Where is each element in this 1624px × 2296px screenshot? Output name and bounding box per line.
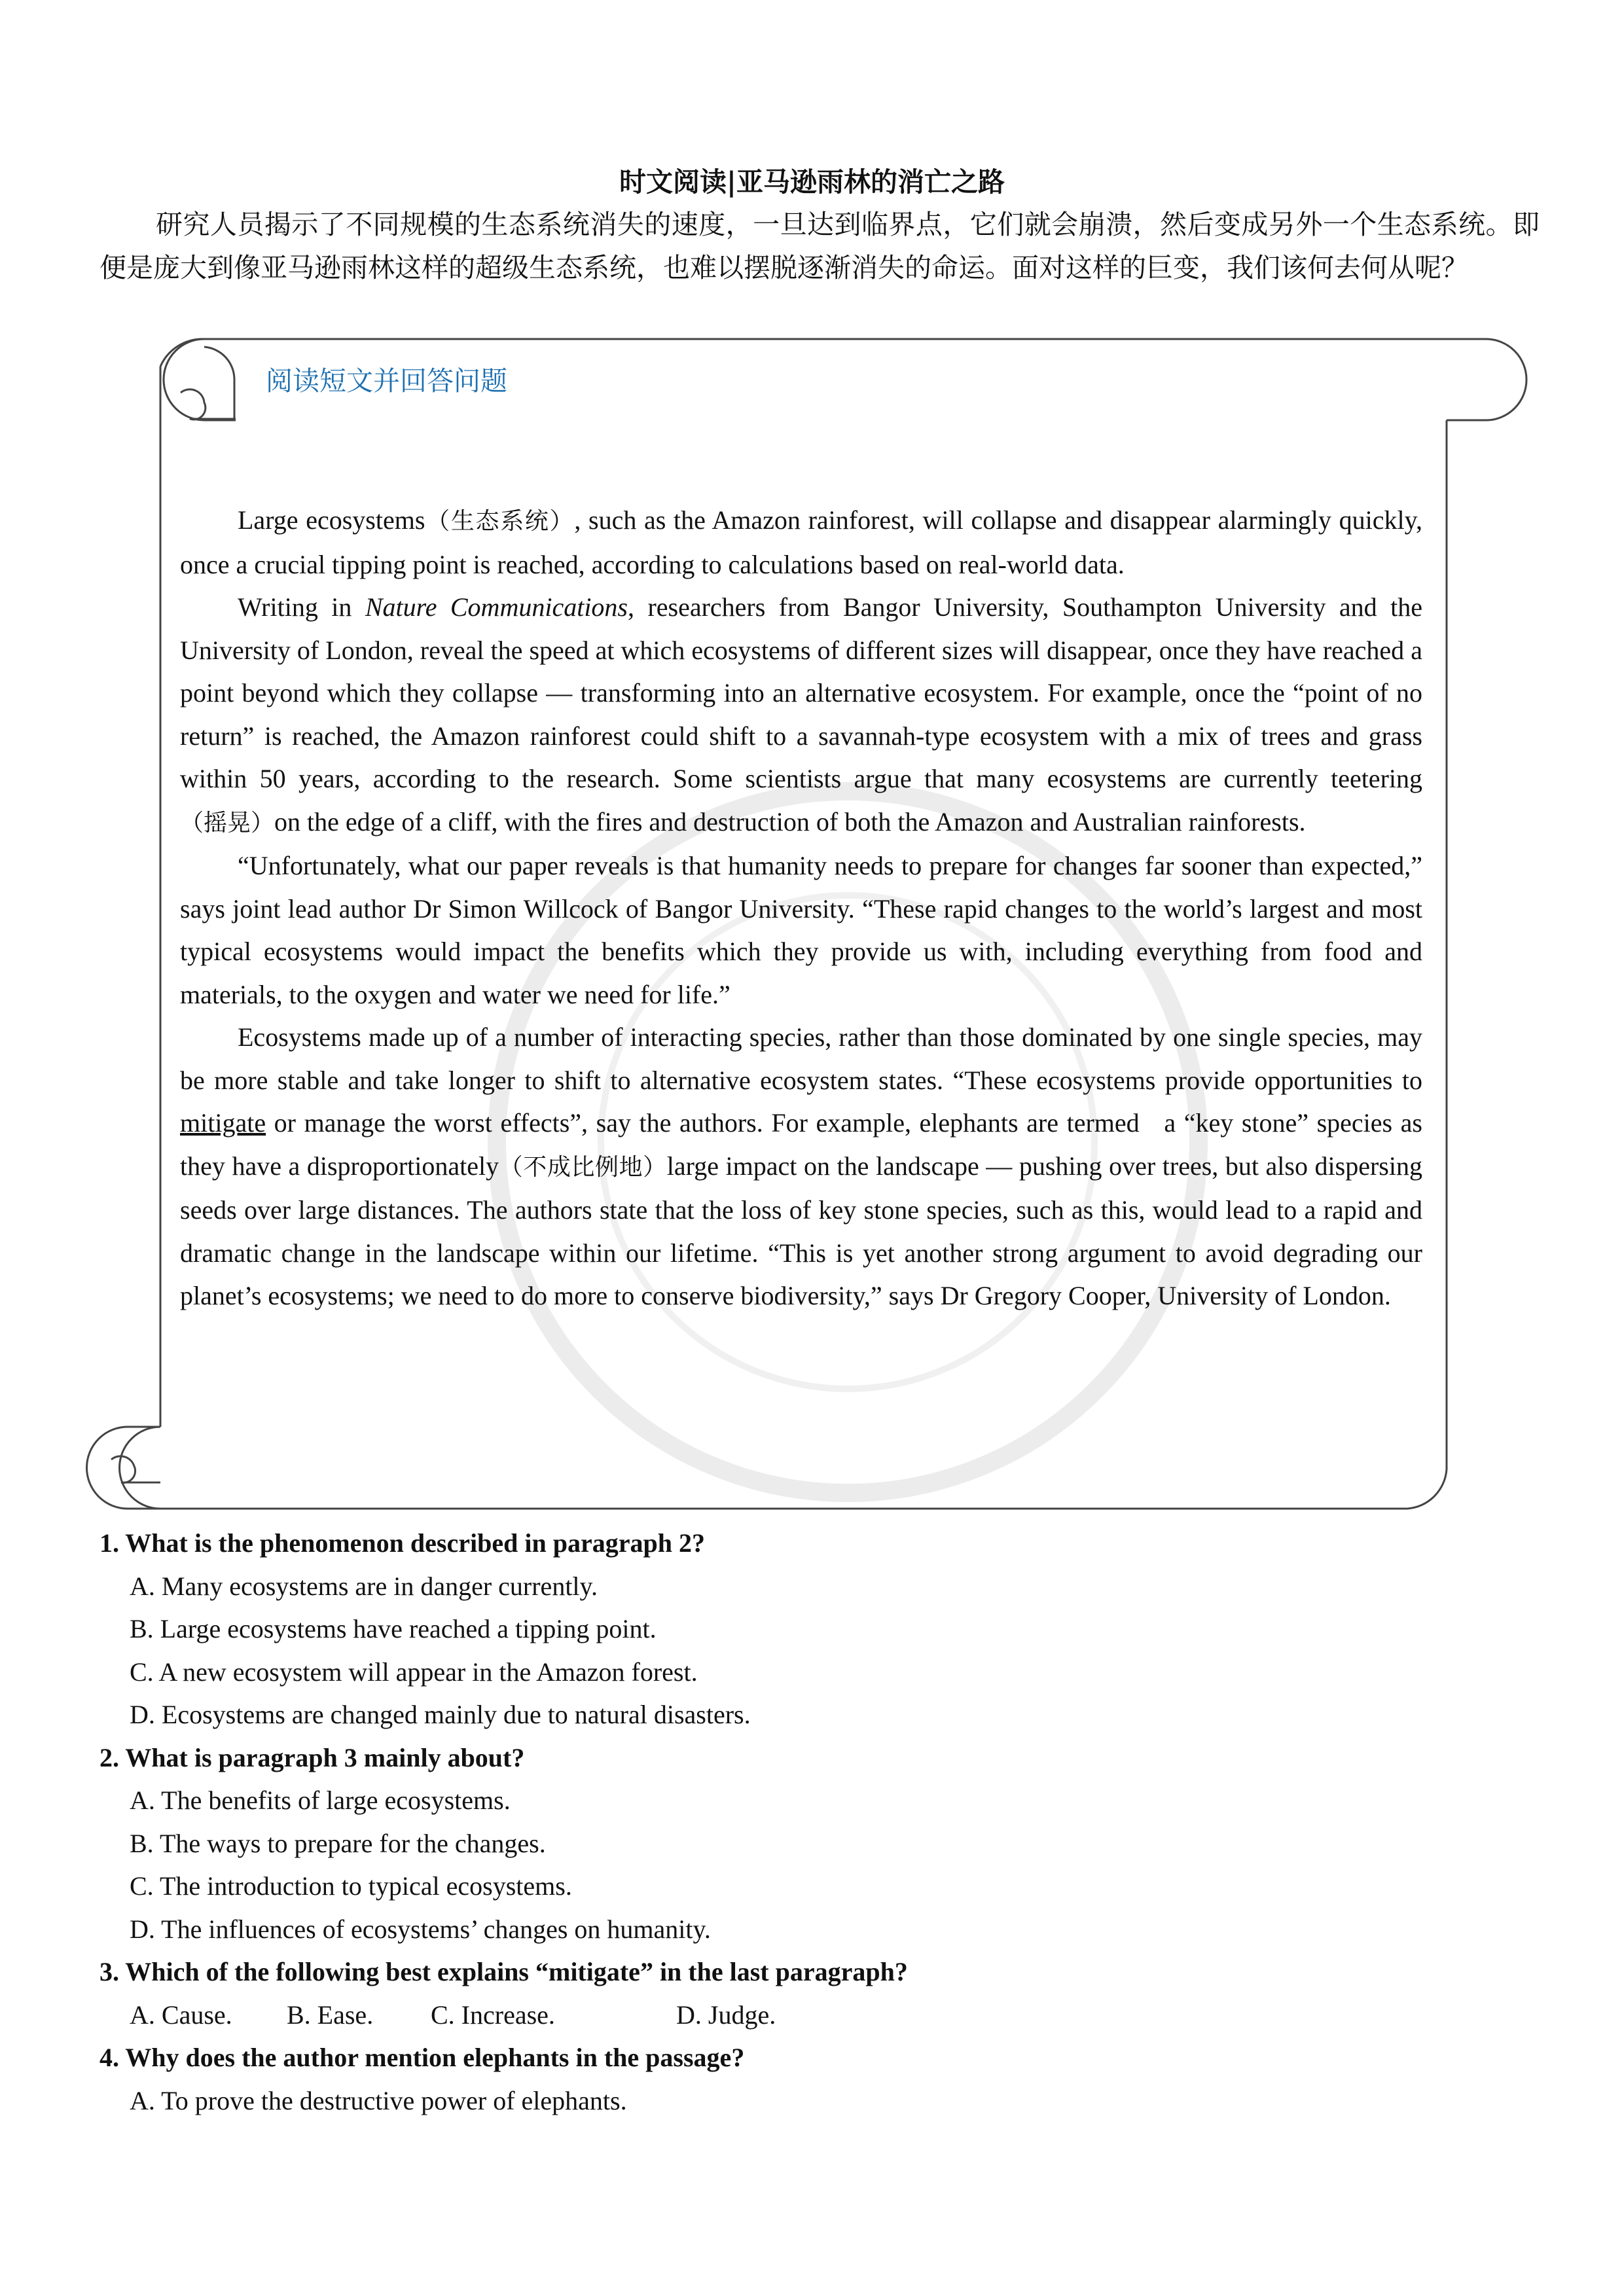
answer-option: D. The influences of ecosystems’ changes on humanity. — [130, 1914, 711, 1944]
underlined-word: mitigate — [180, 1108, 266, 1138]
p4-text-a: Ecosystems made up of a number of interacting species, rather than those dominated by one single species, may be more stable and take longer to shift to alternative ecosystem states. “These ecosystems provide opportunities to — [180, 1022, 1422, 1095]
question-stem: 1. What is the phenomenon described in paragraph 2? — [99, 1528, 705, 1558]
question-stem: 2. What is paragraph 3 mainly about? — [99, 1742, 525, 1772]
journal-name: Nature Communications — [365, 592, 628, 622]
answer-option: C. The introduction to typical ecosystems. — [130, 1871, 572, 1901]
answer-option: A. Cause. — [130, 2000, 232, 2030]
p1-text-b: , such as the Amazon rainforest, will collapse and disappear alarmingly quickly, once a crucial tipping point is reached, according to calculations based on real-world data. — [180, 505, 1422, 579]
passage-paragraph-2 — [180, 586, 1422, 844]
p1-gloss: （生态系统） — [425, 508, 575, 535]
answer-option: A. To prove the destructive power of elephants. — [130, 2085, 627, 2115]
answer-option: A. Many ecosystems are in danger currently. — [130, 1571, 598, 1601]
p4-text-b: or manage the worst effects”, say the authors. For example, elephants are termed a “key stone” species as they have a disproportionately — [180, 1108, 1429, 1181]
answer-option: B. Large ecosystems have reached a tipping point. — [130, 1614, 657, 1643]
question-stem: 3. Which of the following best explains “mitigate” in the last paragraph? — [99, 1957, 908, 1986]
answer-option: B. The ways to prepare for the changes. — [130, 1828, 546, 1858]
passage-paragraph-3: “Unfortunately, what our paper reveals is that humanity needs to prepare for changes far sooner than expected,” says joint lead author Dr Simon Willcock of Bangor University. “These rapid changes to the world’s largest and most typical ecosystems would impact the benefits which they provide us with, including everything from food and materials, to the oxygen and water we need for life.” — [180, 851, 1422, 1009]
p2-gloss: （摇晃） — [180, 809, 275, 836]
answer-option: C. A new ecosystem will appear in the Amazon forest. — [130, 1657, 698, 1687]
passage-paragraph-4 — [180, 1016, 1429, 1318]
p2-text-c: on the edge of a cliff, with the fires and destruction of both the Amazon and Australian rainforests. — [274, 806, 1306, 836]
answer-option: B. Ease. — [287, 2000, 374, 2030]
p1-text-a: Large ecosystems — [238, 505, 425, 535]
answer-option: D. Judge. — [676, 2000, 776, 2030]
p4-text-c: large impact on the landscape — pushing over trees, but also dispersing seeds over large distances. The authors state that the loss of key stone species, such as this, would lead to a rapid and dramatic change in the landscape within our lifetime. “This is yet another strong argument to avoid degrading our planet’s ecosystems; we need to do more to conserve biodiversity,” says Dr Gregory Cooper, University of London. — [180, 1151, 1422, 1310]
page-title: 时文阅读|亚马逊雨林的消亡之路 — [619, 166, 1005, 198]
box-heading: 阅读短文并回答问题 — [266, 365, 507, 397]
answer-option: D. Ecosystems are changed mainly due to natural disasters. — [130, 1700, 751, 1729]
p2-text-a: Writing in — [238, 592, 365, 622]
answer-option: A. The benefits of large ecosystems. — [130, 1785, 511, 1815]
reading-passage — [180, 499, 1429, 1318]
answer-option-row — [99, 1994, 1540, 2037]
question-stem: 4. Why does the author mention elephants in the passage? — [99, 2043, 745, 2072]
question-list — [99, 1522, 1540, 2122]
intro-paragraph: 研究人员揭示了不同规模的生态系统消失的速度，一旦达到临界点，它们就会崩溃，然后变成另外一个生态系统。即便是庞大到像亚马逊雨林这样的超级生态系统，也难以摆脱逐渐消失的命运。面对这样的巨变，我们该何去何从呢？ — [99, 209, 1540, 283]
p4-gloss: （不成比例地） — [499, 1153, 667, 1181]
p2-text-b: , researchers from Bangor University, Southampton University and the University of London, reveal the speed at which ecosystems of different sizes will disappear, once they have reached a point beyond which they collapse — transforming into an alternative ecosystem. For example, once the “point of no return” is reached, the Amazon rainforest could shift to a savannah-type ecosystem with a mix of trees and grass within 50 years, according to the research. Some scientists argue that many ecosystems are currently teetering — [180, 592, 1422, 793]
passage-paragraph-1 — [180, 499, 1422, 586]
answer-option: C. Increase. — [431, 2000, 555, 2030]
